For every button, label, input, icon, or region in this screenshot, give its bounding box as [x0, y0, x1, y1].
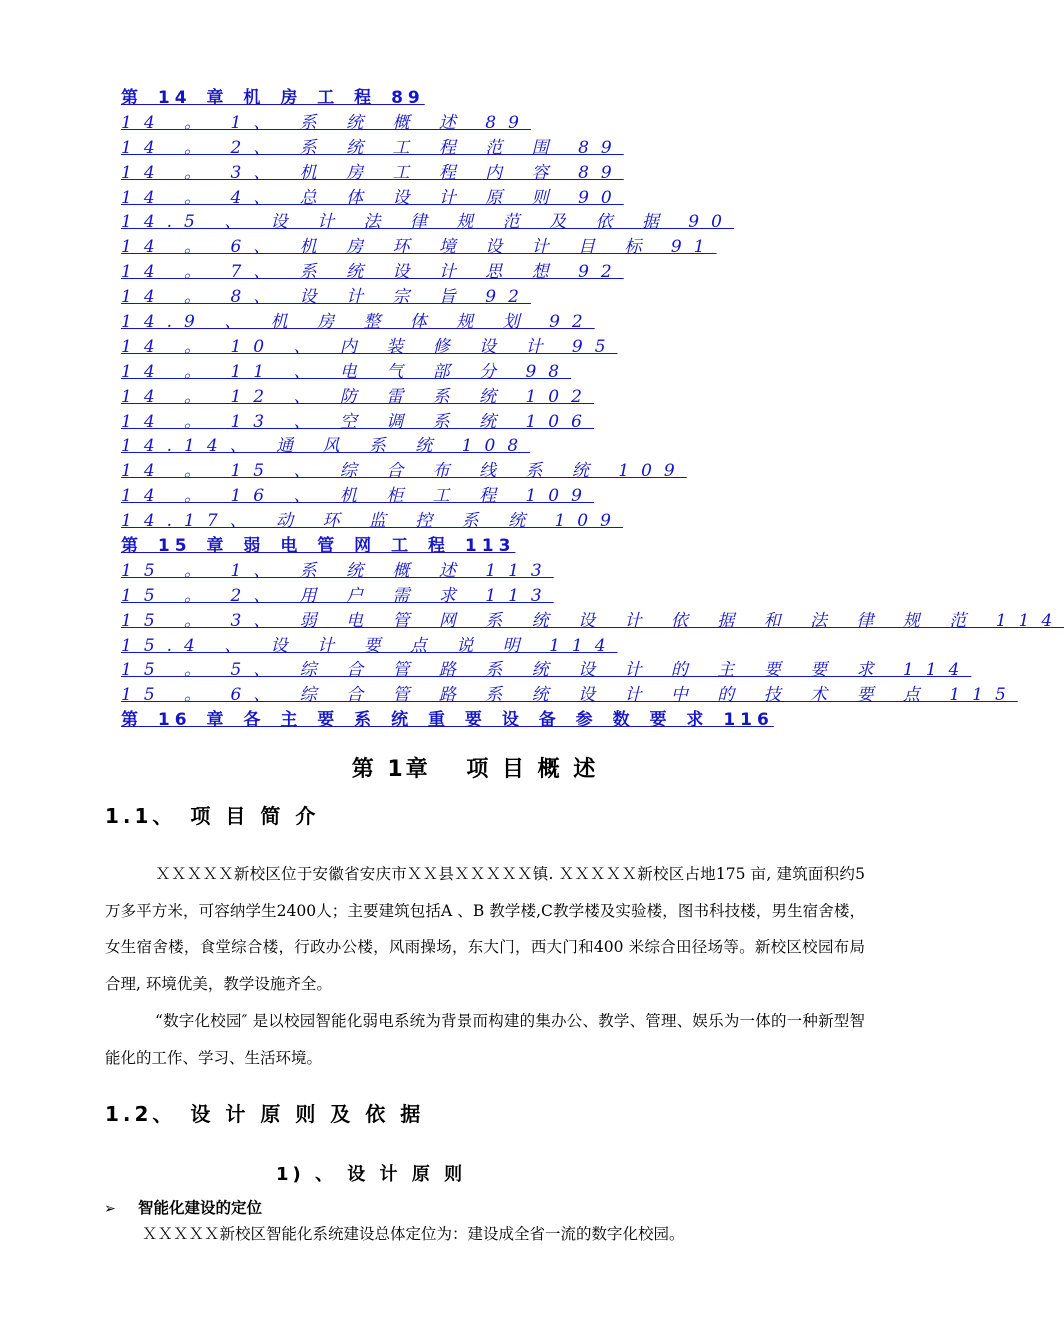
sub-heading-design-principles: 1) 、 设 计 原 则 [276, 1164, 467, 1185]
toc-section-link[interactable]: 15 。 3、 弱 电 管 网 系 统 设 计 依 据 和 法 律 规 范 114 [121, 610, 1064, 631]
toc-section-link[interactable]: 14 。 11 、 电 气 部 分 98 [121, 361, 572, 382]
section-heading-1-1: 1.1、 项 目 简 介 [105, 804, 320, 828]
toc-section-link[interactable]: 15 。 6、 综 合 管 路 系 统 设 计 中 的 技 术 要 点 115 [121, 685, 1018, 706]
paragraph-digital-campus-text: “数字化校园″ 是以校园智能化弱电系统为背景而构建的集办公、教学、管理、娱乐为一体的一种新型智能化的工作、学习、生活环境。 [105, 1012, 865, 1067]
toc-chapter-link[interactable]: 第 15 章 弱 电 管 网 工 程 113 [121, 536, 516, 557]
toc-section-link[interactable]: 15 。 5、 综 合 管 路 系 统 设 计 的 主 要 要 求 114 [121, 660, 972, 681]
paragraph-digital-campus [105, 1003, 865, 1076]
arrow-bullet-icon: ➢ [104, 1201, 116, 1217]
toc-section-link[interactable]: 14 。 3、 机 房 工 程 内 容 89 [121, 162, 624, 183]
toc-section-link[interactable]: 14.14、 通 风 系 统 108 [121, 436, 531, 457]
toc-section-link[interactable]: 14 。 8、 设 计 宗 旨 92 [121, 287, 531, 308]
toc-section-link[interactable]: 14 。 16 、 机 柜 工 程 109 [121, 486, 594, 507]
toc-section-link[interactable]: 14 。 10 、 内 装 修 设 计 95 [121, 336, 618, 357]
toc-section-link[interactable]: 15 。 2、 用 户 需 求 113 [121, 585, 554, 606]
toc-section-link[interactable]: 15.4 、 设 计 要 点 说 明 114 [121, 635, 618, 656]
paragraph-intro-text: ＸＸＸＸＸ新校区位于安徽省安庆市ＸＸ县ＸＸＸＸＸ镇. ＸＸＸＸＸ新校区占地175 亩, 建筑面积约5 万多平方米，可容纳学生2400人；主要建筑包括A 、B 教学楼,C教学楼及实验楼，图书科技楼，男生宿舍楼，女生宿舍楼，食堂综合楼，行政办公楼，风雨操场，东大门，西大门和400 米综合田径场等。新校区校园布局合理, 环境优美，教学设施齐全。 [105, 865, 865, 993]
toc-section-link[interactable]: 14 。 6、 机 房 环 境 设 计 目 标 91 [121, 237, 717, 258]
toc-section-link[interactable]: 14.5 、 设 计 法 律 规 范 及 依 据 90 [121, 212, 734, 233]
toc-section-link[interactable]: 14.17、 动 环 监 控 系 统 109 [121, 511, 623, 532]
toc-section-link[interactable]: 14 。 4、 总 体 设 计 原 则 90 [121, 187, 624, 208]
toc-section-link[interactable]: 14 。 12 、 防 雷 系 统 102 [121, 386, 594, 407]
bullet-item [104, 1196, 262, 1218]
toc-section-link[interactable]: 14 。 15 、 综 合 布 线 系 统 109 [121, 461, 687, 482]
toc-section-link[interactable]: 14 。 7、 系 统 设 计 思 想 92 [121, 262, 624, 283]
section-heading-1-2: 1.2、 设 计 原 则 及 依 据 [105, 1102, 425, 1126]
paragraph-intro [105, 856, 865, 1002]
bullet-description: ＸＸＸＸＸ新校区智能化系统建设总体定位为：建设成全省一流的数字化校园。 [142, 1225, 685, 1243]
table-of-contents [121, 86, 1064, 733]
chapter-title: 第 1章 项 目 概 述 [351, 757, 599, 782]
toc-section-link[interactable]: 14 。 1、 系 统 概 述 89 [121, 112, 531, 133]
toc-section-link[interactable]: 14.9 、 机 房 整 体 规 划 92 [121, 312, 595, 333]
bullet-item-label: 智能化建设的定位 [138, 1199, 263, 1217]
toc-chapter-link[interactable]: 第 14 章 机 房 工 程 89 [121, 88, 425, 108]
toc-section-link[interactable]: 15 。 1、 系 统 概 述 113 [121, 560, 554, 581]
toc-chapter-link[interactable]: 第 16 章 各 主 要 系 统 重 要 设 备 参 数 要 求 116 [121, 710, 774, 731]
toc-section-link[interactable]: 14 。 13 、 空 调 系 统 106 [121, 411, 594, 432]
toc-section-link[interactable]: 14 。 2、 系 统 工 程 范 围 89 [121, 137, 624, 158]
